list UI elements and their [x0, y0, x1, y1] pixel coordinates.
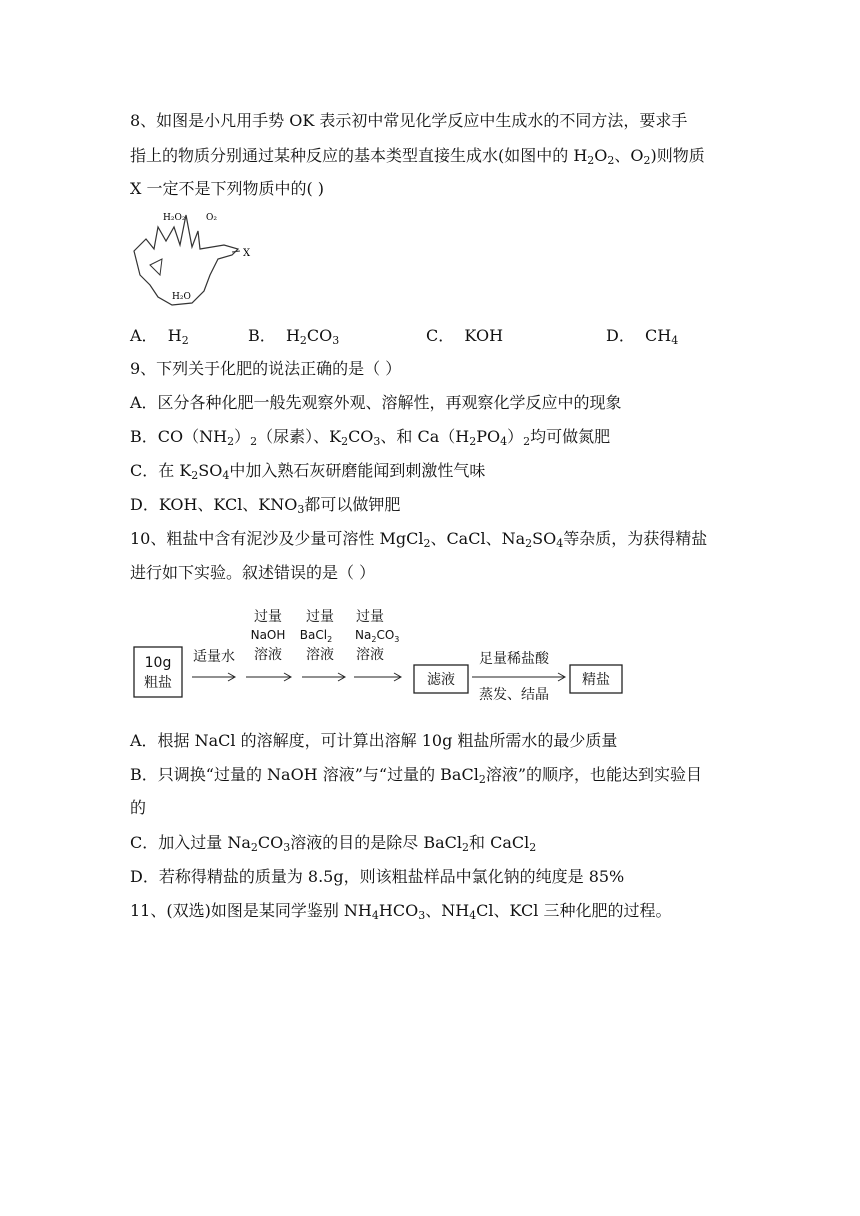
flow-box-filtrate-label: 滤液	[427, 672, 455, 688]
q10-line2: 进行如下实验。叙述错误的是（ ）	[130, 563, 376, 582]
q10-line1: 10、粗盐中含有泥沙及少量可溶性 MgCl$_2$、CaCl、$Na_2SO_4$等杂质，为获得精盐	[130, 529, 708, 550]
q8-option-c[interactable]: C． KOH	[426, 326, 504, 345]
figure-label-h2o: H₂O	[172, 292, 191, 302]
flow-box-crude-salt-line1: 10g	[144, 655, 172, 671]
flow-step5-top: 足量稀盐酸	[479, 651, 549, 667]
q9-option-b[interactable]: B．$CO(NH_2)_2$（尿素）、$K_2CO_3$、和 $Ca(H_2PO_4)_2$均可做氮肥	[130, 427, 611, 448]
q8-option-d[interactable]: D． $CH_4$	[606, 326, 679, 347]
flow-step4-line3: 溶液	[356, 647, 384, 663]
flow-step2-line1: 过量	[254, 609, 282, 625]
q8-line3: X 一定不是下列物质中的( )	[130, 179, 325, 198]
q8-line1: 8、如图是小凡用手势 OK 表示初中常见化学反应中生成水的不同方法，要求手	[130, 111, 688, 130]
flow-step2-line2: NaOH	[250, 628, 286, 642]
q11-stem: 11、(双选)如图是某同学鉴别 $NH_4HCO_3$、$NH_4Cl$、KCl 三种化肥的过程。	[130, 901, 672, 922]
q8-hand-figure	[128, 205, 258, 319]
flow-step5-bottom: 蒸发、结晶	[479, 687, 549, 703]
q10-option-b-cont: 的	[130, 798, 147, 817]
q8-option-a[interactable]: A． $H_2$	[130, 326, 189, 347]
q10-flow-diagram	[130, 605, 630, 709]
flow-box-crude-salt-line2: 粗盐	[144, 675, 172, 691]
q9-option-a[interactable]: A．区分各种化肥一般先观察外观、溶解性，再观察化学反应中的现象	[130, 393, 622, 412]
q8-line2: 指上的物质分别通过某种反应的基本类型直接生成水(如图中的 $H_2O_2$、$O_2$)则物质	[130, 146, 705, 167]
q10-option-b[interactable]: B．只调换“过量的 NaOH 溶液”与“过量的 BaCl$_2$溶液”的顺序，也能达到实验目	[130, 765, 703, 786]
flow-step4-line2: $Na_2CO_3$	[355, 628, 400, 644]
flow-step3-line2: BaCl$_2$	[299, 628, 333, 644]
q10-option-c[interactable]: C．加入过量 $Na_2CO_3$溶液的目的是除尽 BaCl$_2$和 CaCl$_2$	[130, 833, 537, 854]
flow-step2-line3: 溶液	[254, 647, 282, 663]
figure-label-o2: O₂	[206, 213, 217, 223]
q9-stem: 9、下列关于化肥的说法正确的是（ ）	[130, 359, 402, 378]
figure-label-h2o2: H₂O₂	[163, 213, 186, 223]
flow-box-refined-salt-label: 精盐	[582, 672, 610, 688]
q8-option-b[interactable]: B． $H_2CO_3$	[248, 326, 340, 347]
q9-option-c[interactable]: C．在 $K_2SO_4$中加入熟石灰研磨能闻到刺激性气味	[130, 461, 486, 482]
q10-option-a[interactable]: A．根据 NaCl 的溶解度，可计算出溶解 10g 粗盐所需水的最少质量	[130, 731, 618, 750]
q9-option-d[interactable]: D．KOH、KCl、$KNO_3$都可以做钾肥	[130, 495, 401, 516]
flow-step3-line3: 溶液	[306, 647, 334, 663]
flow-step3-line1: 过量	[306, 609, 334, 625]
flow-step1-label: 适量水	[193, 649, 235, 665]
flow-step4-line1: 过量	[356, 609, 384, 625]
figure-label-x: X	[243, 248, 251, 259]
q10-option-d[interactable]: D．若称得精盐的质量为 8.5g，则该粗盐样品中氯化钠的纯度是 85%	[130, 867, 625, 886]
